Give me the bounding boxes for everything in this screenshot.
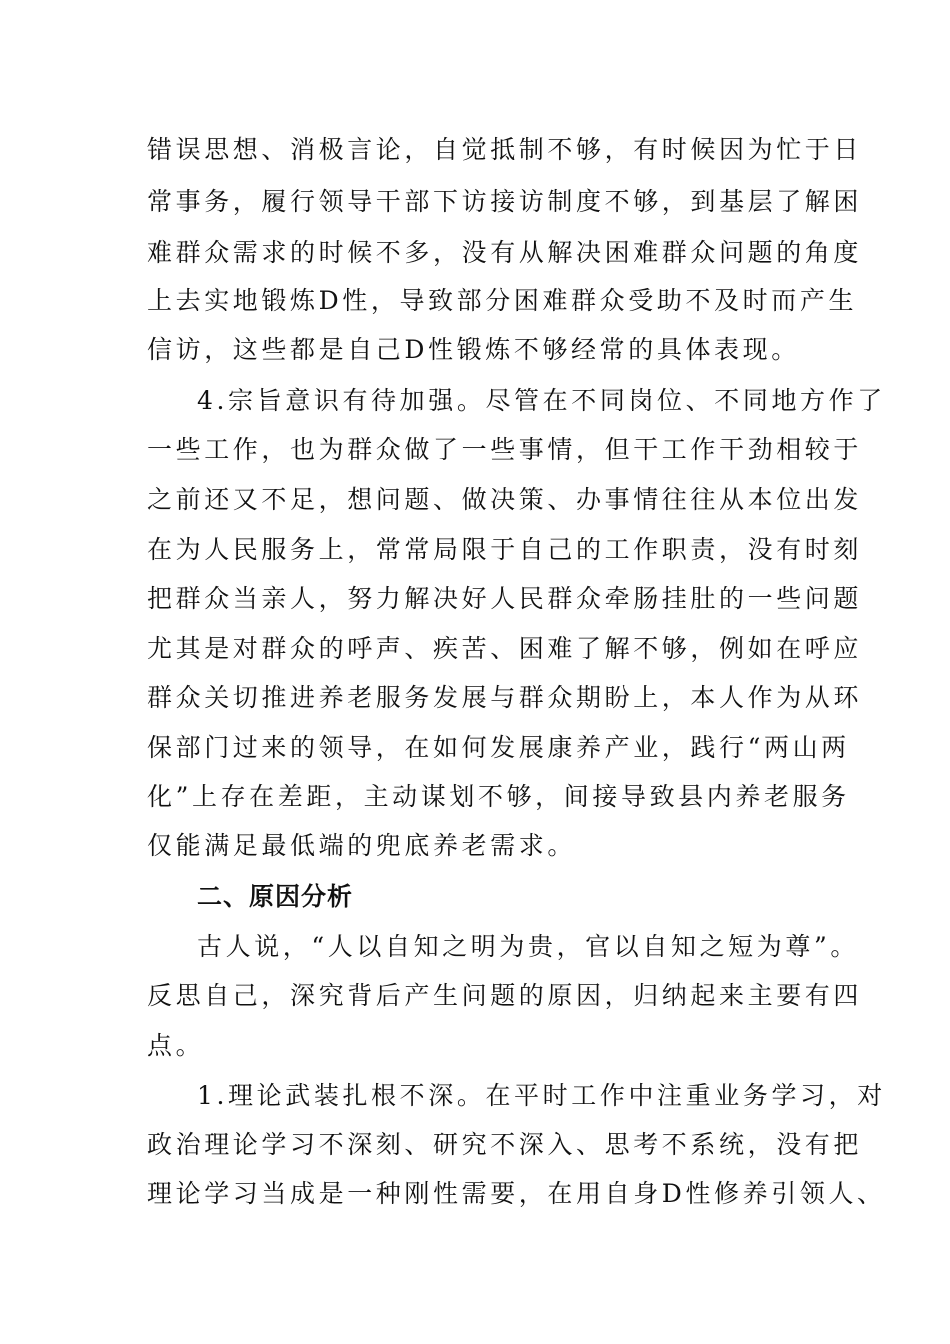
point-4-first-line: 4.宗旨意识有待加强。尽管在不同岗位、不同地方作了: [197, 386, 886, 415]
text-line: 把群众当亲人，努力解决好人民群众牵肠挂肚的一些问题: [147, 584, 863, 613]
text-line: 上去实地锻炼D性，导致部分困难群众受助不及时而产生: [147, 286, 858, 315]
text-line: 点。: [147, 1031, 205, 1060]
text-line: 常事务，履行领导干部下访接访制度不够，到基层了解困: [147, 187, 863, 216]
text-line: 反思自己，深究背后产生问题的原因，归纳起来主要有四: [147, 981, 863, 1010]
text-line: 仅能满足最低端的兜底养老需求。: [147, 831, 577, 860]
section-heading: 二、原因分析: [197, 882, 354, 911]
intro-first-line: 古人说，“人以自知之明为贵，官以自知之短为尊”。: [197, 932, 859, 961]
text-line: 理论学习当成是一种刚性需要，在用自身D性修养引领人、: [147, 1179, 886, 1208]
text-line: 一些工作，也为群众做了一些事情，但干工作干劲相较于: [147, 435, 863, 464]
text-line: 保部门过来的领导，在如何发展康养产业，践行“两山两: [147, 733, 850, 762]
text-line: 尤其是对群众的呼声、疾苦、困难了解不够，例如在呼应: [147, 634, 863, 663]
text-line: 信访，这些都是自己D性锻炼不够经常的具体表现。: [147, 335, 800, 364]
text-line: 化”上存在差距，主动谋划不够，间接导致县内养老服务: [147, 782, 850, 811]
text-line: 难群众需求的时候不多，没有从解决困难群众问题的角度: [147, 238, 863, 267]
point-1-first-line: 1.理论武装扎根不深。在平时工作中注重业务学习，对: [197, 1081, 886, 1110]
text-line: 群众关切推进养老服务发展与群众期盼上，本人作为从环: [147, 683, 863, 712]
text-line: 错误思想、消极言论，自觉抵制不够，有时候因为忙于日: [147, 135, 863, 164]
text-line: 在为人民服务上，常常局限于自己的工作职责，没有时刻: [147, 535, 863, 564]
text-line: 政治理论学习不深刻、研究不深入、思考不系统，没有把: [147, 1130, 863, 1159]
text-line: 之前还又不足，想问题、做决策、办事情往往从本位出发: [147, 485, 863, 514]
